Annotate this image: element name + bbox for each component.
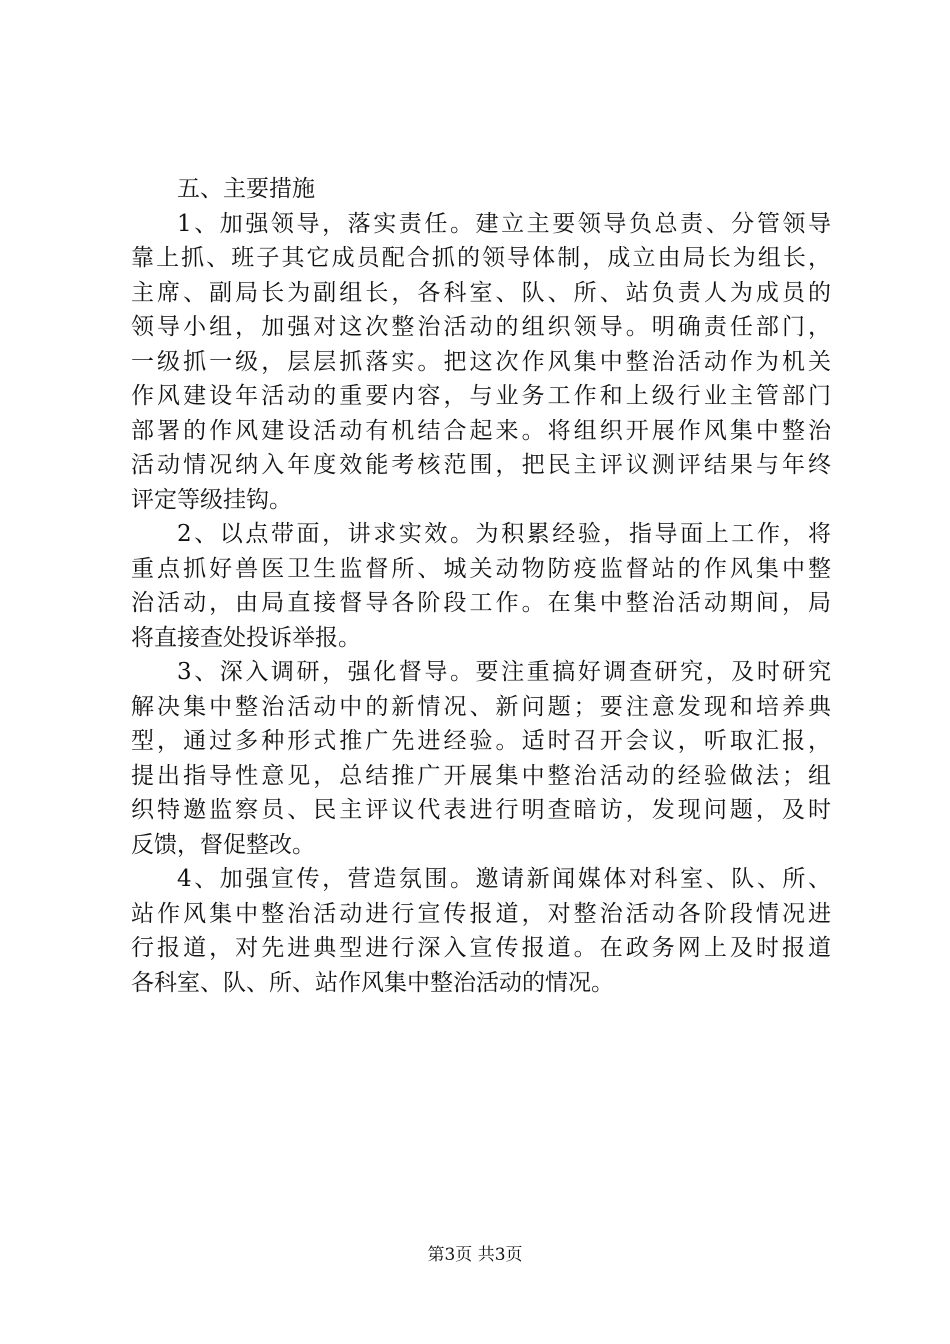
page-number-label: 第3页 共3页 (427, 1245, 523, 1265)
text-line: 提出指导性意见，总结推广开展集中整治活动的经验做法；组 (131, 762, 831, 789)
paragraph-1 (131, 207, 831, 518)
text-line: 将直接查处投诉举报。 (131, 624, 361, 651)
document-body (131, 172, 831, 1000)
text-line: 3、深入调研，强化督导。要注重搞好调查研究，及时研究 (177, 659, 831, 685)
text-line: 重点抓好兽医卫生监督所、城关动物防疫监督站的作风集中整 (131, 555, 831, 582)
text-line: 活动情况纳入年度效能考核范围，把民主评议测评结果与年终 (131, 452, 831, 478)
text-line: 2、以点带面，讲求实效。为积累经验，指导面上工作，将 (177, 521, 831, 547)
text-line: 各科室、队、所、站作风集中整治活动的情况。 (131, 969, 614, 996)
text-line: 治活动，由局直接督导各阶段工作。在集中整治活动期间，局 (131, 590, 831, 616)
text-line: 反馈，督促整改。 (131, 831, 315, 858)
text-line: 行报道，对先进典型进行深入宣传报道。在政务网上及时报道 (131, 935, 831, 961)
text-line: 织特邀监察员、民主评议代表进行明查暗访，发现问题，及时 (131, 797, 831, 823)
paragraph-4 (131, 862, 831, 1000)
text-line: 主席、副局长为副组长，各科室、队、所、站负责人为成员的 (131, 279, 831, 306)
text-line: 4、加强宣传，营造氛围。邀请新闻媒体对科室、队、所、 (177, 866, 831, 892)
paragraph-2 (131, 517, 831, 655)
text-line: 1、加强领导，落实责任。建立主要领导负总责、分管领导 (177, 210, 831, 237)
page-footer (0, 1244, 950, 1266)
text-line: 型，通过多种形式推广先进经验。适时召开会议，听取汇报， (131, 728, 831, 754)
text-line: 一级抓一级，层层抓落实。把这次作风集中整治活动作为机关 (131, 348, 831, 375)
text-line: 站作风集中整治活动进行宣传报道，对整治活动各阶段情况进 (131, 900, 831, 927)
text-line: 领导小组，加强对这次整治活动的组织领导。明确责任部门， (131, 314, 831, 340)
text-line: 作风建设年活动的重要内容，与业务工作和上级行业主管部门 (131, 383, 831, 409)
text-line: 解决集中整治活动中的新情况、新问题；要注意发现和培养典 (131, 693, 831, 720)
text-line: 靠上抓、班子其它成员配合抓的领导体制，成立由局长为组长， (131, 245, 831, 271)
section-heading: 五、主要措施 (177, 176, 315, 202)
paragraph-3 (131, 655, 831, 862)
text-line: 部署的作风建设活动有机结合起来。将组织开展作风集中整治 (131, 417, 831, 444)
text-line: 评定等级挂钩。 (131, 486, 292, 513)
